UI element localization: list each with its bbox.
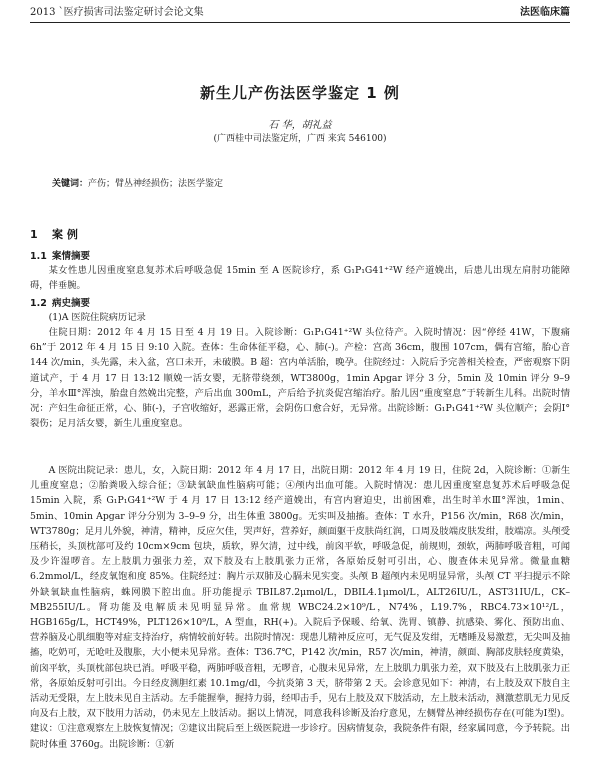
page-title: 新生儿产伤法医学鉴定 1 例 xyxy=(200,84,400,102)
subsection-title: 案情摘要 xyxy=(52,251,91,262)
keywords xyxy=(52,176,560,189)
subsection-number: 1.2 xyxy=(30,298,47,309)
maternal-record-paragraph: 住院日期：2012 年 4 月 15 日至 4 月 19 日。入院诊断：G₁P₁G41⁺²W 头位待产。入院时情况：因“停经 41W，下腹痛 6h”于 2012 年 4 月 15 日 9:10 入院。查体：生命体征平稳，心、肺(-)。产检：宫高 36cm，腹围 107cm，偶有宫缩，胎心音 144 次/min，头先露，未入盆，宫口未开，未破膜。B 超：宫内单活胎，晚孕。住院经过：入院后予完善相关检查，严密观察下阴道试产，于 4 月 17 日 13:12 顺娩一活女婴，无脐带绕颈，WT3800g，1min Apgar 评分 3 分，5min 及 10min 评分 9–9 分，羊水Ⅲ°浑浊，胎盘自然娩出完整，产后出血 300mL，产后给予抗炎促宫缩治疗。胎儿因“重度窒息”于转新生儿科。出院时情况：产妇生命征正常，心、肺(-)，子宫收缩好，恶露正常，会阴伤口愈合好，无异常。出院诊断：G₁P₁G41⁺²W 头位顺产；会阴Ⅰ°裂伤；足月活女婴，新生儿重度窒息。 xyxy=(30,327,570,430)
section-name: 法医临床篇 xyxy=(520,7,570,18)
authors: 石 华，胡礼益 xyxy=(268,120,332,131)
running-header xyxy=(30,6,570,23)
keywords-text: 产伤；臂丛神经损伤；法医学鉴定 xyxy=(88,179,224,189)
subsection-heading-history xyxy=(30,295,90,309)
keywords-label: 关键词： xyxy=(52,179,89,189)
section-title: 案 例 xyxy=(52,228,78,241)
journal-name: 2013 `医疗损害司法鉴定研讨会论文集 xyxy=(30,7,204,18)
affiliation: (广西桂中司法鉴定所，广西 来宾 546100) xyxy=(213,134,387,144)
subsection-number: 1.1 xyxy=(30,251,47,262)
section-heading-case xyxy=(30,226,78,242)
neonatal-record-paragraph: A 医院出院记录：患儿，女，入院日期：2012 年 4 月 17 日，出院日期：2012 年 4 月 19 日，住院 2d，入院诊断：①新生儿重度窒息；②胎粪吸入综合征；③缺氧缺血性脑病可能；④颅内出血可能。入院时情况：患儿因重度窒息复苏术后呼吸急促 15min 入院，系 G₁P₁G41⁺²W 于 4 月 17 日 13:12 经产道娩出，有宫内窘迫史，出前困难，出生时羊水Ⅲ°浑浊，1min、5min、10min Apgar 评分分别为 3–9–9 分，出生体重 3800g。无实叫及抽搐。查体：T 水升，P156 次/min，R68 次/min，WT3780g；足月儿外貌，神清，精神，反应欠佳，哭声好，营养好，颜面躯干皮肤尚红润，口周及肢端皮肤发绀，肢端凉。头颅受压稍长，头顶枕部可及约 10cm×9cm 包块，质软，界欠清，过中线，前囟平软，呼吸急促，前规则，颈软，两肺呼吸音粗，可闻及少许湿啰音。左上肢肌力强张力差，双下肢及右上肢肌张力正常，各原始反射可引出，心、腹查体未见异常。微量血糖 6.2mmol/L，经皮氧饱和度 85%。住院经过：胸片示双肺及心膈未见实变。头颅 B 超颅内未见明显异常，头颅 CT 平扫提示不除外缺氧缺血性脑病，蛛网膜下腔出血。肝功能提示 TBIL87.2μmol/L，DBIL4.1μmol/L，ALT26IU/L，AST31IU/L，CK–MB255IU/L。肾功能及电解质未见明显异常。血常规 WBC24.2×10⁹/L，N74%，L19.7%，RBC4.73×10¹²/L，HGB165g/L，HCT49%，PLT126×10⁹/L，A 型血，RH(+)。入院后予保暖、给氧、洗胃、镇静、抗感染、雾化、预防出血、营养脑及心肌细胞等对症支持治疗，病情较前好转。出院时情况：现患儿精神反应可，无气促及发绀，无嗜睡及易激惹，无尖叫及抽搐，吃奶可，无呛吐及腹胀，大小便未见异常。查体：T36.7℃，P142 次/min，R57 次/min，神清，颜面、胸部皮肤轻度黄染，前囟平软，头顶枕部包块已消。呼吸平稳，两肺呼吸音粗，无啰音，心腹未见异常，左上肢肌力肌张力差，双下肢及右上肢肌张力正常，各原始反射可引出。今日经皮测胆红素 10.1mg/dl，今抗炎第 3 天，脐带第 2 天。会诊意见如下：神清，右上肢及双下肢自主活动无受限，左上肢未见自主活动。左手能握拳，握持力弱，经叩击手，见右上肢及双下肢活动，左上肢未活动，测激惹肌无力见反向及右上肢，双下肢用力活动，仍未见左上肢活动。据以上情况，同意我科诊断及治疗意见，左侧臂丛神经损伤存在(可能为Ⅰ型)。建议：①注意观察左上肢恢复情况；②建议出院后至上级医院进一步诊疗。因病情复杂，我院条件有限，经家属同意，今予转院。出院时体重 3760g。出院诊断：①新 xyxy=(30,465,570,750)
hospital-record-subheading: (1)A 医院住院病历记录 xyxy=(48,312,146,323)
case-summary-paragraph: 某女性患儿因重度窒息复苏术后呼吸急促 15min 至 A 医院诊疗，系 G₁P₁G41⁺²W 经产道娩出，后患儿出现左肩肘功能障碍，伴垂腕。 xyxy=(30,265,570,292)
subsection-title: 病史摘要 xyxy=(52,298,91,309)
section-number: 1 xyxy=(30,228,38,241)
subsection-heading-summary xyxy=(30,248,90,262)
